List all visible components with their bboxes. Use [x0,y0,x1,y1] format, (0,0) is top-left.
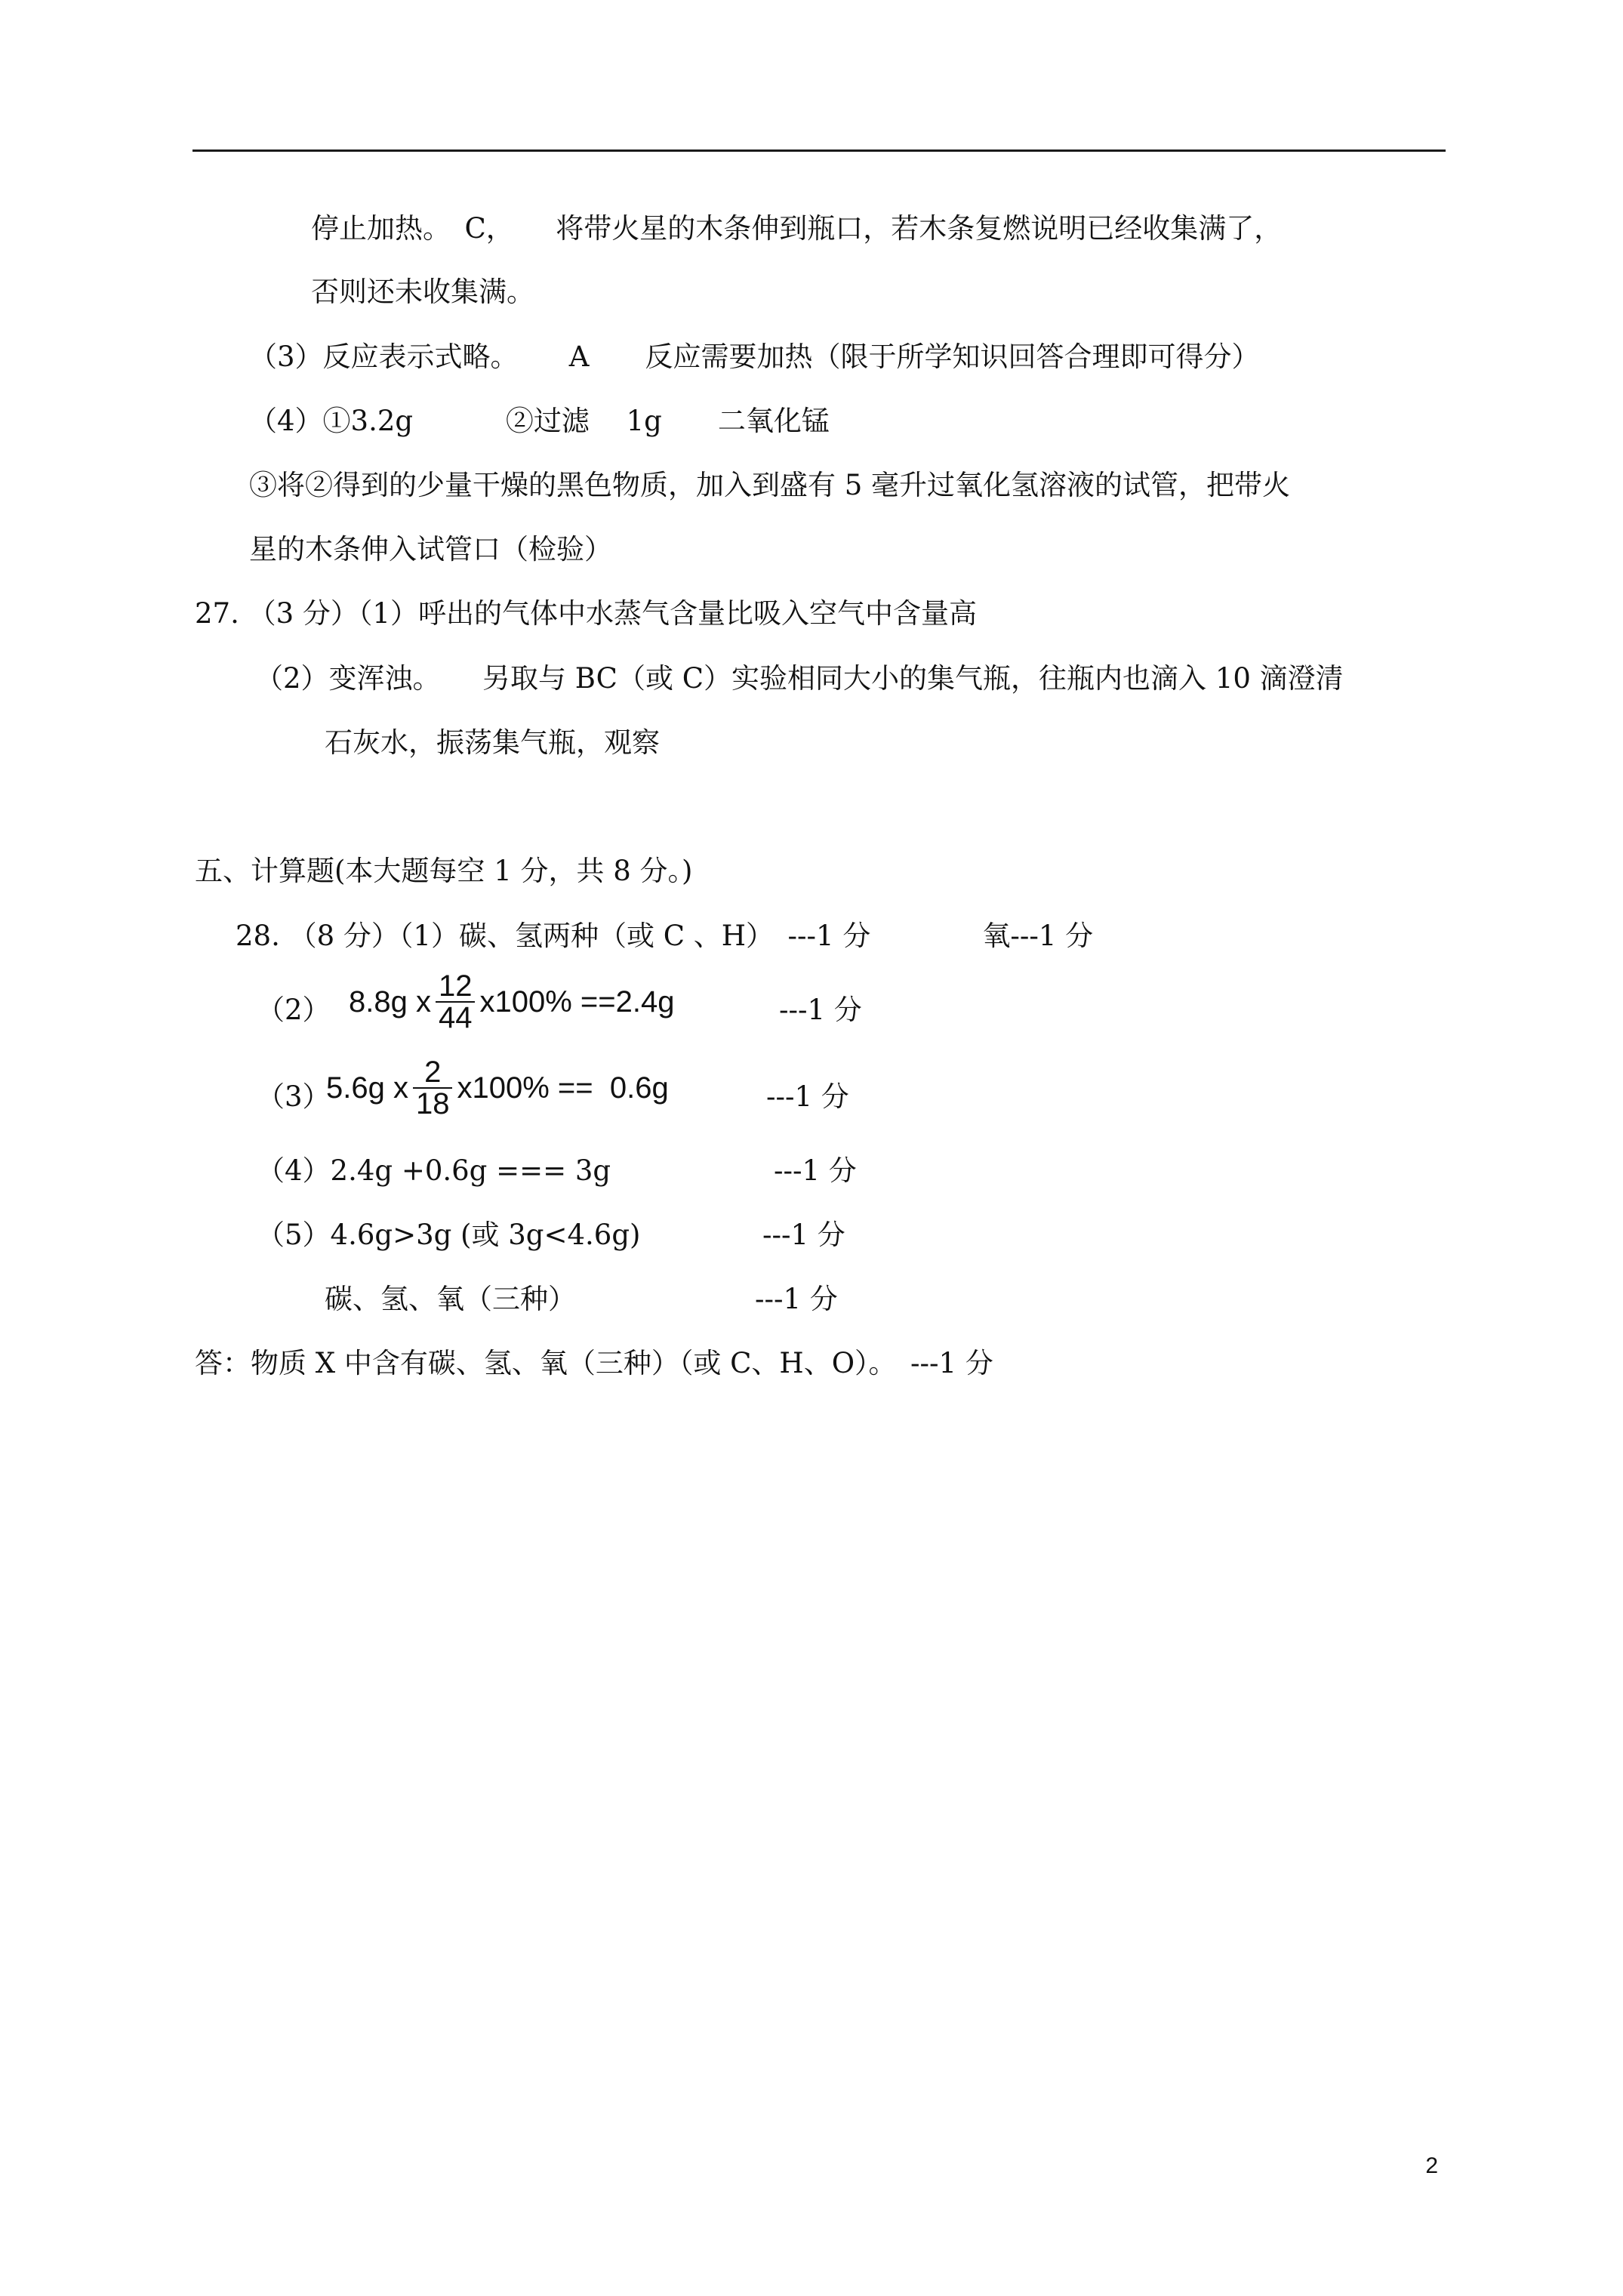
calc-2-fraction [436,971,476,1033]
answer-line: 星的木条伸入试管口（检验） [249,533,612,566]
section-heading: 五、计算题(本大题每空 1 分，共 8 分。) [195,855,693,887]
calc-5: （5）4.6g>3g (或 3g<4.6g) [257,1219,641,1251]
answer-line: （2）变浑浊。 另取与 BC（或 C）实验相同大小的集气瓶，往瓶内也滴入 10 滴澄清 [255,662,1344,695]
calc-2-label: （2） [257,994,331,1026]
calc-3-numerator: 2 [424,1056,442,1089]
calc-2-denominator: 44 [436,1001,476,1033]
calc-4-score: ---1 分 [774,1154,857,1187]
final-answer: 答：物质 X 中含有碳、氢、氧（三种）（或 C、H、O）。 ---1 分 [195,1347,993,1379]
question-28: 28. （8 分）（1）碳、氢两种（或 C 、H） ---1 分 氧---1 分 [236,920,1094,952]
calc-5-score: ---1 分 [762,1219,845,1251]
answer-line: ③将②得到的少量干燥的黑色物质，加入到盛有 5 毫升过氧化氢溶液的试管，把带火 [249,469,1291,501]
calc-3-pre: 5.6g x [326,1071,408,1105]
calc-3-formula [326,1057,669,1119]
calc-3-post: x100% == 0.6g [457,1071,669,1105]
calc-3-score: ---1 分 [766,1080,849,1113]
answer-line: （3）反应表示式略。 A 反应需要加热（限于所学知识回答合理即可得分） [249,341,1260,373]
question-27: 27. （3 分）（1）呼出的气体中水蒸气含量比吸入空气中含量高 [195,597,977,630]
calc-5-element-line: 碳、氢、氧（三种） [325,1283,576,1315]
calc-2-pre: 8.8g x [349,985,431,1019]
header-rule [192,149,1446,152]
answer-line: 停止加热。 C， 将带火星的木条伸到瓶口，若木条复燃说明已经收集满了， [311,212,1283,245]
calc-2-formula [349,971,674,1033]
calc-2-post: x100% ==2.4g [479,985,675,1019]
page-number: 2 [1425,2153,1438,2178]
calc-2-numerator: 12 [438,969,473,1003]
calc-2-score: ---1 分 [779,994,862,1026]
answer-line: 石灰水，振荡集气瓶，观察 [325,726,660,759]
calc-3-fraction [413,1057,453,1119]
calc-5-element-score: ---1 分 [755,1283,838,1315]
calc-3-label: （3） [257,1080,331,1113]
calc-4: （4）2.4g +0.6g === 3g [257,1154,611,1187]
answer-line: 否则还未收集满。 [311,276,534,308]
calc-3-denominator: 18 [413,1087,453,1119]
answer-line: （4）①3.2g ②过滤 1g 二氧化锰 [249,405,830,437]
